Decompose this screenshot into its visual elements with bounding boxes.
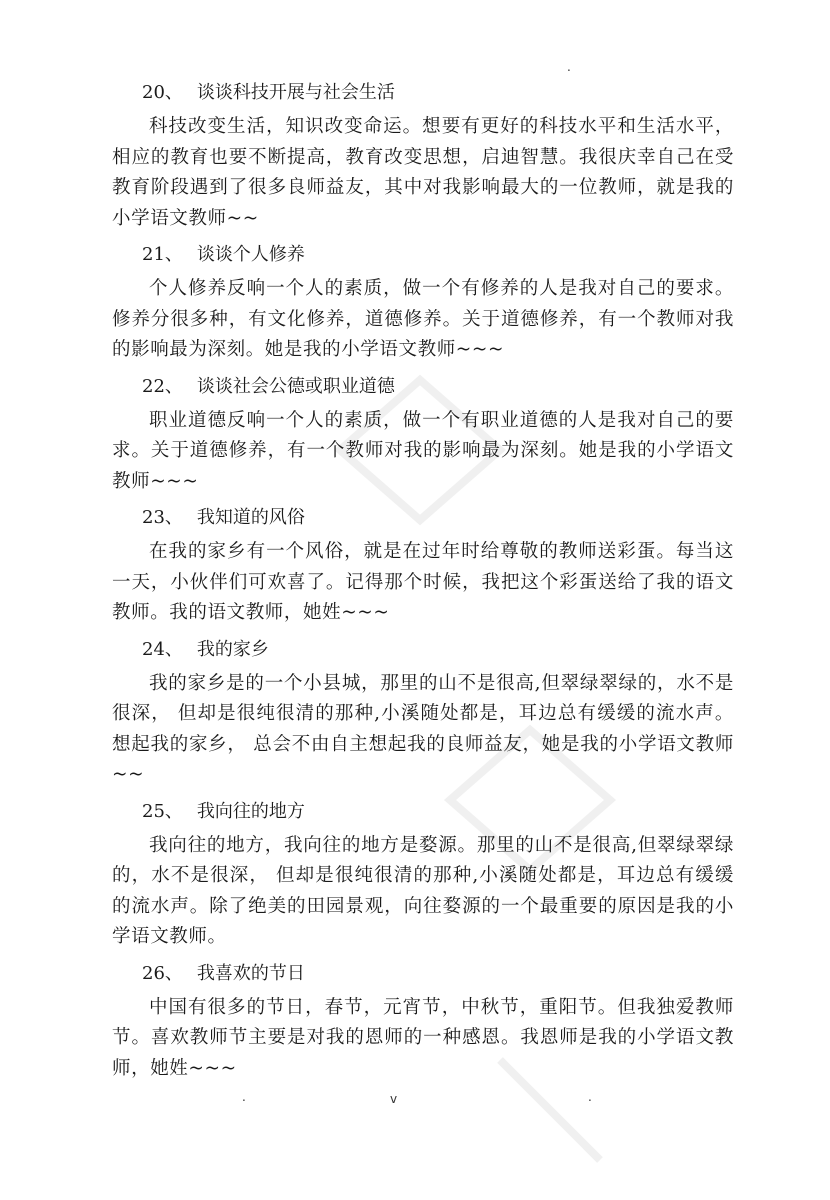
document-body xyxy=(112,78,734,1090)
section-number: 20、 xyxy=(142,82,183,103)
section-title: 我喜欢的节日 xyxy=(196,962,305,984)
footer-page-mark: v xyxy=(390,1092,398,1106)
section-25 xyxy=(112,797,734,953)
top-dot-mark: . xyxy=(567,60,571,74)
section-heading xyxy=(112,78,734,108)
section-number: 26、 xyxy=(142,962,183,984)
section-paragraph: 职业道德反响一个人的素质，做一个有职业道德的人是我对自己的要求。关于道德修养，有一个教师对我的影响最为深刻。她是我的小学语文教师~~~ xyxy=(112,409,734,492)
section-heading xyxy=(112,797,734,827)
section-26 xyxy=(112,959,734,1085)
section-number: 24、 xyxy=(142,638,183,660)
section-heading xyxy=(112,240,734,270)
section-number: 23、 xyxy=(142,507,183,528)
section-heading xyxy=(112,635,734,665)
section-title: 我向往的地方 xyxy=(196,800,305,822)
section-title: 谈谈社会公德或职业道德 xyxy=(196,375,395,397)
footer-right-mark: . xyxy=(588,1090,592,1104)
section-number: 25、 xyxy=(142,800,183,822)
section-paragraph: 个人修养反响一个人的素质，做一个有修养的人是我对自己的要求。修养分很多种，有文化修养，道德修养。关于道德修养，有一个教师对我的影响最为深刻。她是我的小学语文教师~~~ xyxy=(112,278,734,360)
section-title: 我的家乡 xyxy=(196,638,269,660)
section-heading xyxy=(112,372,734,402)
section-paragraph: 在我的家乡有一个风俗，就是在过年时给尊敬的教师送彩蛋。每当这一天，小伙伴们可欢喜了。记得那个时候，我把这个彩蛋送给了我的语文教师。我的语文教师，她姓~~~ xyxy=(112,541,734,623)
section-paragraph: 我向往的地方，我向往的地方是婺源。那里的山不是很高,但翠绿翠绿的，水不是很深， 但却是很纯很清的那种,小溪随处都是，耳边总有缓缓的流水声。除了绝美的田园景观，向往婺源的一个最重要的原因是我的小学语文教师。 xyxy=(112,834,734,947)
section-number: 21、 xyxy=(142,244,183,265)
section-title: 谈谈科技开展与社会生活 xyxy=(196,82,395,103)
section-number: 22、 xyxy=(142,375,183,397)
section-paragraph: 中国有很多的节日，春节，元宵节，中秋节，重阳节。但我独爱教师节。喜欢教师节主要是对我的恩师的一种感恩。我恩师是我的小学语文教师，她姓~~~ xyxy=(112,996,734,1079)
section-paragraph: 科技改变生活，知识改变命运。想要有更好的科技水平和生活水平，相应的教育也要不断提高，教育改变思想，启迪智慧。我很庆幸自己在受教育阶段遇到了很多良师益友，其中对我影响最大的一位教师，就是我的小学语文教师~~ xyxy=(112,116,734,229)
section-20 xyxy=(112,78,734,234)
section-paragraph: 我的家乡是的一个小县城，那里的山不是很高,但翠绿翠绿的，水不是很深， 但却是很纯很清的那种,小溪随处都是，耳边总有缓缓的流水声。想起我的家乡， 总会不由自主想起我的良师益友，她是我的小学语文教师~~ xyxy=(112,672,734,785)
footer-left-mark: . xyxy=(242,1090,246,1104)
section-title: 谈谈个人修养 xyxy=(196,244,305,265)
section-24 xyxy=(112,635,734,791)
section-23 xyxy=(112,503,734,629)
section-title: 我知道的风俗 xyxy=(196,507,305,528)
section-21 xyxy=(112,240,734,366)
section-22 xyxy=(112,372,734,498)
section-heading xyxy=(112,959,734,989)
section-heading xyxy=(112,503,734,533)
